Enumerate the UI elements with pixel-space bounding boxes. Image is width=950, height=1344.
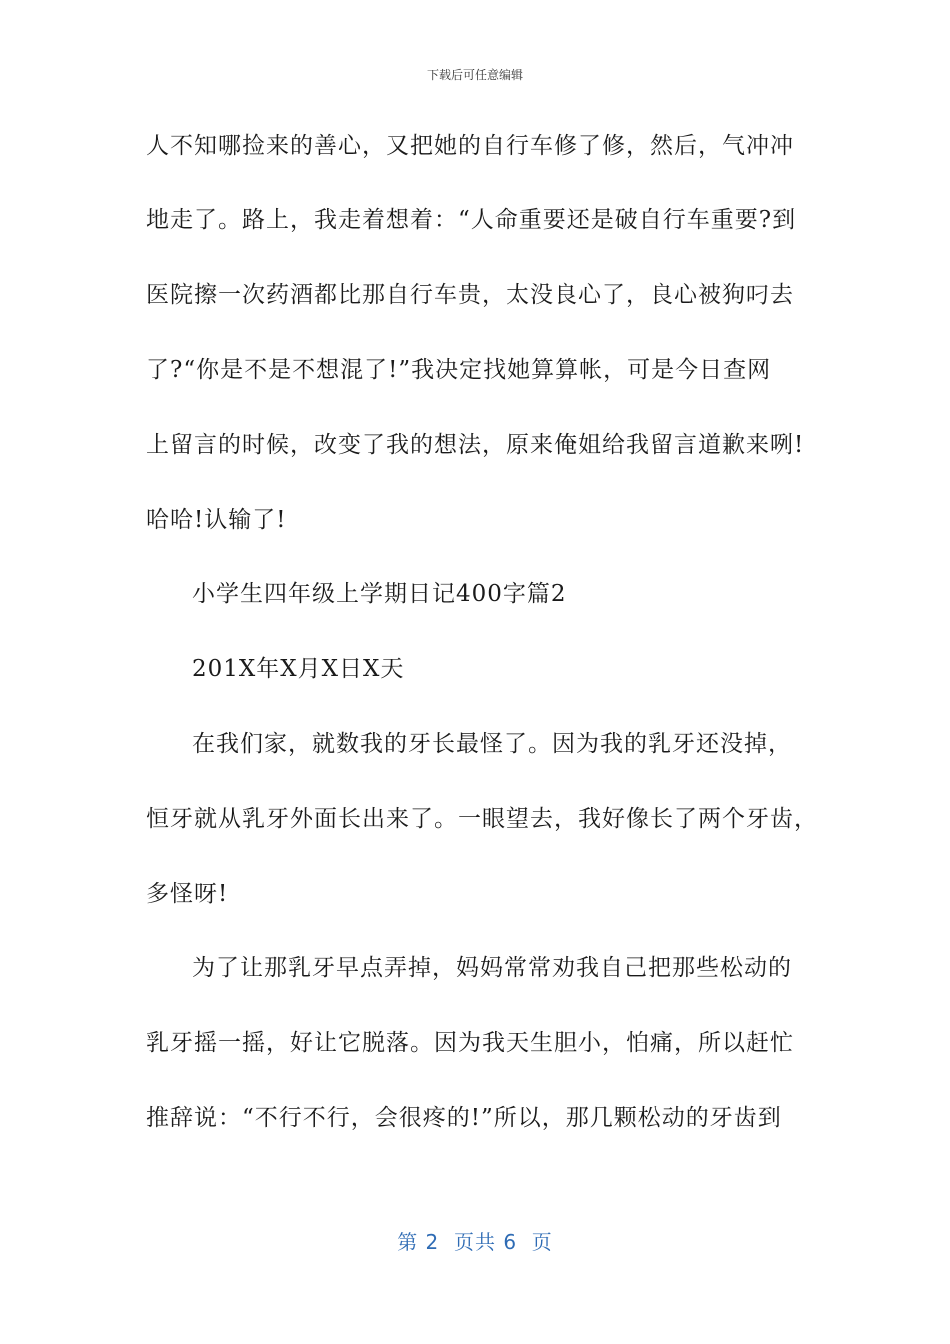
page-number-footer: 第 2 页共 6 页 [397, 1230, 553, 1254]
text-line: 医院擦一次药酒都比那自行车贵，太没良心了，良心被狗叼去 [146, 282, 794, 308]
date-line: 201X年X月X日X天 [192, 656, 405, 682]
text-line: 推辞说：“不行不行，会很疼的!”所以，那几颗松动的牙齿到 [146, 1105, 782, 1131]
section-heading: 小学生四年级上学期日记400字篇2 [192, 581, 567, 607]
text-line: 上留言的时候，改变了我的想法，原来俺姐给我留言道歉来咧! [146, 432, 805, 458]
text-line: 在我们家，就数我的牙长最怪了。因为我的乳牙还没掉， [192, 731, 792, 757]
text-line: 了?“你是不是不想混了!”我决定找她算算帐，可是今日查网 [146, 357, 772, 383]
text-line: 哈哈!认输了! [146, 507, 287, 533]
text-line: 人不知哪捡来的善心，又把她的自行车修了修，然后，气冲冲 [146, 133, 794, 159]
text-line: 为了让那乳牙早点弄掉，妈妈常常劝我自己把那些松动的 [192, 955, 792, 981]
text-line: 地走了。路上，我走着想着：“人命重要还是破自行车重要?到 [146, 207, 797, 233]
text-line: 乳牙摇一摇，好让它脱落。因为我天生胆小，怕痛，所以赶忙 [146, 1030, 794, 1056]
text-line: 多怪呀! [146, 881, 229, 907]
text-line: 恒牙就从乳牙外面长出来了。一眼望去，我好像长了两个牙齿， [146, 806, 818, 832]
page-header: 下载后可任意编辑 [426, 68, 523, 82]
